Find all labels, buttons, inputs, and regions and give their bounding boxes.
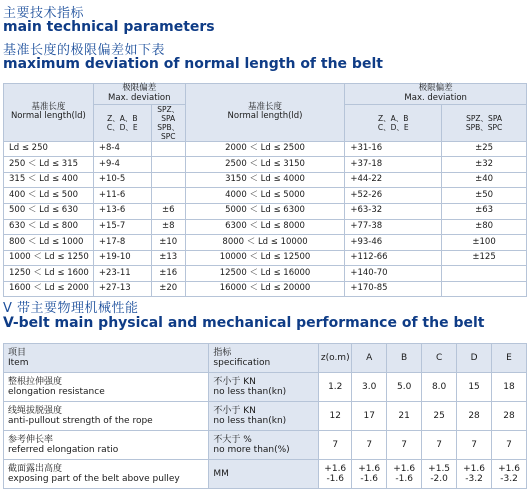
value-cell [457,460,492,489]
value-cell [387,460,422,489]
col-header-c: C [422,344,457,373]
deviation-spz-cell [151,157,185,173]
table-row [4,281,527,297]
section2-title-cn: V 带主要物理机械性能 [3,301,139,316]
value-cell: 28 [492,402,527,431]
table-row [4,172,527,188]
value-cell: 7 [387,431,422,460]
deviation-zabcde-cell: +17-8 [93,235,151,251]
col-header-d: D [457,344,492,373]
length-range-cell: 2000 ＜ Ld ≤ 2500 [185,141,345,157]
deviation-spz-cell: ±100 [442,235,527,251]
table-row [4,157,527,173]
spz-header-left: SPZ、SPA SPB、SPC [151,104,185,141]
item-label-cell [4,373,209,402]
deviation-header-left: 极限偏差 Max. deviation [93,84,185,105]
section1-subtitle-cn: 基准长度的极限偏差如下表 [3,43,166,58]
table-row [4,266,527,282]
zab-cde-header-right: Z、A、B C、D、E [345,104,442,141]
table-row [4,188,527,204]
value-cell [492,460,527,489]
value-cell: 7 [319,431,352,460]
deviation-zabcde-cell: +9-4 [93,157,151,173]
value-upper: +1.6 [463,463,485,474]
length-range-cell: 16000 ＜ Ld ≤ 20000 [185,281,345,297]
value-cell [352,460,387,489]
deviation-spz-cell: ±13 [151,250,185,266]
deviation-spz-cell: ±80 [442,219,527,235]
length-range-cell: 1000 ＜ Ld ≤ 1250 [4,250,94,266]
value-upper: +1.5 [428,463,451,474]
value-upper: +1.6 [324,463,347,474]
table-row [4,431,527,460]
deviation-zabcde-cell: +37-18 [345,157,442,173]
table-row [4,203,527,219]
deviation-spz-cell: ±25 [442,141,527,157]
length-range-cell: 800 ＜ Ld ≤ 1000 [4,235,94,251]
deviation-zabcde-cell: +19-10 [93,250,151,266]
deviation-spz-cell: ±32 [442,157,527,173]
item-label-en: referred elongation ratio [8,445,119,455]
table-row [4,402,527,431]
length-range-cell: 4000 ＜ Ld ≤ 5000 [185,188,345,204]
item-label-cell [4,402,209,431]
deviation-zabcde-cell: +10-5 [93,172,151,188]
zab-cde-header-left: Z、A、B C、D、E [93,104,151,141]
deviation-zabcde-cell: +52-26 [345,188,442,204]
table-row [4,141,527,157]
spec-cell [209,431,319,460]
value-cell: 8.0 [422,373,457,402]
length-range-cell: 400 ＜ Ld ≤ 500 [4,188,94,204]
value-upper: +1.6 [393,463,416,474]
length-header-left: 基准长度 Normal length(ld) [4,84,94,142]
deviation-spz-cell [151,188,185,204]
table-row [4,250,527,266]
length-range-cell: 1250 ＜ Ld ≤ 1600 [4,266,94,282]
spec-en: no more than(%) [213,445,290,455]
item-label-en: anti-pullout strength of the rope [8,416,153,426]
deviation-zabcde-cell: +8-4 [93,141,151,157]
value-cell: 7 [352,431,387,460]
spec-cell [209,402,319,431]
deviation-table [3,83,527,297]
deviation-spz-cell: ±125 [442,250,527,266]
value-cell: 1.2 [319,373,352,402]
length-range-cell: Ld ≤ 250 [4,141,94,157]
section1-subtitle-en: maximum deviation of normal length of the belt [3,56,383,72]
value-cell: 3.0 [352,373,387,402]
deviation-zabcde-cell: +140-70 [345,266,442,282]
value-upper: +1.6 [498,463,520,474]
section1-title-en: main technical parameters [3,19,215,35]
spec-cn: 不小于 KN [213,376,256,387]
item-label-cn: 线绳拔脱强度 [8,405,63,416]
deviation-zabcde-cell: +31-16 [345,141,442,157]
deviation-spz-cell: ±40 [442,172,527,188]
item-label-cn: 截面露出高度 [8,463,63,474]
spec-header: 指标 specification [209,344,319,373]
item-label-cn: 参考伸长率 [8,434,54,445]
deviation-zabcde-cell: +44-22 [345,172,442,188]
deviation-zabcde-cell: +170-85 [345,281,442,297]
deviation-zabcde-cell: +77-38 [345,219,442,235]
value-cell [422,460,457,489]
value-cell: 28 [457,402,492,431]
item-label-cn: 整根拉伸强度 [8,376,63,387]
deviation-spz-cell [442,266,527,282]
value-cell: 12 [319,402,352,431]
deviation-spz-cell [442,281,527,297]
deviation-spz-cell: ±8 [151,219,185,235]
value-cell: 7 [457,431,492,460]
value-cell: 7 [422,431,457,460]
length-range-cell: 250 ＜ Ld ≤ 315 [4,157,94,173]
deviation-zabcde-cell: +112-66 [345,250,442,266]
value-cell: 15 [457,373,492,402]
length-range-cell: 12500 ＜ Ld ≤ 16000 [185,266,345,282]
deviation-zabcde-cell: +13-6 [93,203,151,219]
item-label-en: elongation resistance [8,387,105,397]
item-header: 项目 Item [4,344,209,373]
length-range-cell: 6300 ＜ Ld ≤ 8000 [185,219,345,235]
col-header-a: A [352,344,387,373]
spec-cn: 不大于 % [213,434,252,445]
value-cell: 21 [387,402,422,431]
value-cell: 17 [352,402,387,431]
spec-cell: MM [209,460,319,489]
value-cell: 25 [422,402,457,431]
length-range-cell: 3150 ＜ Ld ≤ 4000 [185,172,345,188]
length-range-cell: 500 ＜ Ld ≤ 630 [4,203,94,219]
item-label-en: exposing part of the belt above pulley [8,474,180,484]
value-lower: -1.6 [360,474,378,484]
value-lower: -3.2 [500,474,518,484]
length-range-cell: 2500 ＜ Ld ≤ 3150 [185,157,345,173]
spec-en: no less than(kn) [213,387,287,397]
value-lower: -2.0 [430,474,448,484]
table-row [4,460,527,489]
deviation-header-right: 极限偏差 Max. deviation [345,84,527,105]
performance-table [3,343,527,489]
length-range-cell: 10000 ＜ Ld ≤ 12500 [185,250,345,266]
length-range-cell: 630 ＜ Ld ≤ 800 [4,219,94,235]
length-header-right: 基准长度 Normal length(ld) [185,84,345,142]
col-header-e: E [492,344,527,373]
deviation-spz-cell: ±20 [151,281,185,297]
length-range-cell: 5000 ＜ Ld ≤ 6300 [185,203,345,219]
spec-en: no less than(kn) [213,416,287,426]
col-header-b: B [387,344,422,373]
deviation-spz-cell [151,141,185,157]
deviation-spz-cell: ±63 [442,203,527,219]
section1-title-cn: 主要技术指标 [3,6,85,21]
spec-cell [209,373,319,402]
deviation-spz-cell: ±50 [442,188,527,204]
table-row [4,219,527,235]
deviation-spz-cell: ±6 [151,203,185,219]
spz-header-right: SPZ、SPA SPB、SPC [442,104,527,141]
deviation-zabcde-cell: +63-32 [345,203,442,219]
col-header-z: z(o.m) [319,344,352,373]
length-range-cell: 8000 ＜ Ld ≤ 10000 [185,235,345,251]
spec-cn: 不小于 KN [213,405,256,416]
deviation-spz-cell: ±10 [151,235,185,251]
item-label-cell [4,460,209,489]
value-upper: +1.6 [358,463,381,474]
length-range-cell: 315 ＜ Ld ≤ 400 [4,172,94,188]
deviation-zabcde-cell: +23-11 [93,266,151,282]
section2-title-en: V-belt main physical and mechanical performance of the belt [3,315,485,331]
value-cell [319,460,352,489]
table-row [4,373,527,402]
value-lower: -1.6 [326,474,344,484]
value-lower: -3.2 [465,474,483,484]
deviation-zabcde-cell: +15-7 [93,219,151,235]
value-cell: 5.0 [387,373,422,402]
value-cell: 7 [492,431,527,460]
value-lower: -1.6 [395,474,413,484]
deviation-spz-cell [151,172,185,188]
deviation-zabcde-cell: +27-13 [93,281,151,297]
item-label-cell [4,431,209,460]
deviation-zabcde-cell: +93-46 [345,235,442,251]
value-cell: 18 [492,373,527,402]
table-row [4,235,527,251]
deviation-zabcde-cell: +11-6 [93,188,151,204]
length-range-cell: 1600 ＜ Ld ≤ 2000 [4,281,94,297]
deviation-spz-cell: ±16 [151,266,185,282]
